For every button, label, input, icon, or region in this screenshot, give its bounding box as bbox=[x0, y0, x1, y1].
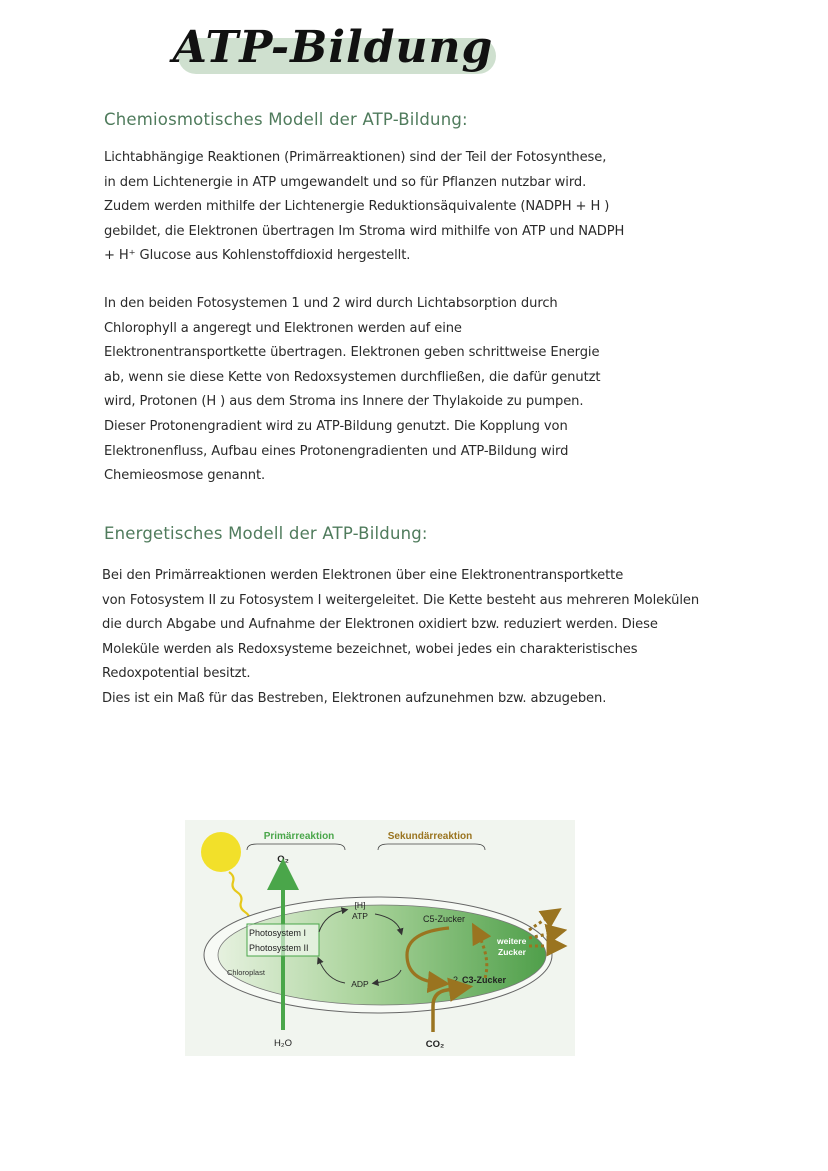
label-atp: ATP bbox=[352, 911, 368, 921]
label-o2: O₂ bbox=[277, 854, 289, 865]
text-line: Chlorophyll a angeregt und Elektronen werden auf eine bbox=[104, 320, 462, 336]
label-weitere: weitere bbox=[497, 936, 527, 946]
section-heading-energetic: Energetisches Modell der ATP-Bildung: bbox=[104, 524, 428, 543]
label-h2o: H₂O bbox=[274, 1038, 292, 1049]
paragraph-photosystems bbox=[104, 292, 724, 489]
label-c5-sugar: C5-Zucker bbox=[423, 914, 466, 924]
text-line: von Fotosystem II zu Fotosystem I weitergeleitet. Die Kette besteht aus mehreren Molekülen bbox=[102, 592, 700, 608]
text-line: Redoxpotential besitzt. bbox=[102, 666, 251, 682]
text-line: Lichtabhängige Reaktionen (Primärreaktionen) sind der Teil der Fotosynthese, bbox=[104, 150, 607, 165]
label-photosystem-2: Photosystem II bbox=[249, 943, 309, 953]
text-line: Bei den Primärreaktionen werden Elektronen über eine Elektronentransportkette bbox=[102, 568, 624, 583]
title-block bbox=[168, 18, 498, 80]
paragraph-energetic-model bbox=[102, 564, 722, 712]
section-heading-chemiosmotic: Chemiosmotisches Modell der ATP-Bildung: bbox=[104, 110, 468, 129]
text-line: Zudem werden mithilfe der Lichtenergie Reduktionsäquivalente (NADPH + H ) bbox=[104, 199, 610, 215]
label-chloroplast: Chloroplast bbox=[227, 968, 265, 977]
paragraph-light-reactions bbox=[104, 146, 724, 269]
label-secondary-reaction: Sekundärreaktion bbox=[387, 831, 473, 842]
text-line: wird, Protonen (H ) aus dem Stroma ins Innere der Thylakoide zu pumpen. bbox=[104, 394, 584, 410]
text-line: ab, wenn sie diese Kette von Redoxsystemen durchfließen, die dafür genutzt bbox=[104, 369, 601, 385]
text-line: gebildet, die Elektronen übertragen Im Stroma wird mithilfe von ATP und NADPH bbox=[104, 223, 625, 239]
text-line: in dem Lichtenergie in ATP umgewandelt und so für Pflanzen nutzbar wird. bbox=[104, 174, 587, 190]
text-line: In den beiden Fotosystemen 1 und 2 wird durch Lichtabsorption durch bbox=[104, 296, 558, 311]
text-line: Elektronenfluss, Aufbau eines Protonengradienten und ATP-Bildung wird bbox=[104, 443, 569, 459]
text-line: Dies ist ein Maß für das Bestreben, Elektronen aufzunehmen bzw. abzugeben. bbox=[102, 690, 607, 706]
label-adp: ADP bbox=[351, 979, 369, 989]
label-zucker: Zucker bbox=[498, 947, 526, 957]
label-c3-sugar: C3-Zucker bbox=[462, 975, 507, 985]
text-line: Chemieosmose genannt. bbox=[104, 468, 266, 484]
secondary-brace bbox=[378, 844, 485, 850]
diagram-canvas bbox=[185, 820, 575, 1056]
text-line: + H⁺ Glucose aus Kohlenstoffdioxid hergestellt. bbox=[104, 248, 411, 264]
text-line: Dieser Protonengradient wird zu ATP-Bildung genutzt. Die Kopplung von bbox=[104, 418, 568, 434]
label-h: [H] bbox=[354, 900, 366, 910]
photosynthesis-diagram bbox=[185, 820, 575, 1056]
label-photosystem-1: Photosystem I bbox=[249, 928, 307, 938]
page-title: ATP-Bildung bbox=[172, 22, 494, 73]
label-co2: CO₂ bbox=[425, 1039, 445, 1050]
sun-icon bbox=[201, 832, 241, 872]
primary-brace bbox=[247, 844, 345, 850]
label-primary-reaction: Primärreaktion bbox=[263, 831, 335, 842]
text-line: die durch Abgabe und Aufnahme der Elektronen oxidiert bzw. reduziert werden. Diese bbox=[102, 617, 658, 633]
text-line: Moleküle werden als Redoxsysteme bezeichnet, wobei jedes ein charakteristisches bbox=[102, 641, 638, 657]
text-line: Elektronentransportkette übertragen. Elektronen geben schrittweise Energie bbox=[104, 345, 600, 361]
label-c3-count: 2 bbox=[453, 975, 459, 985]
export-arrow-1 bbox=[529, 914, 553, 930]
